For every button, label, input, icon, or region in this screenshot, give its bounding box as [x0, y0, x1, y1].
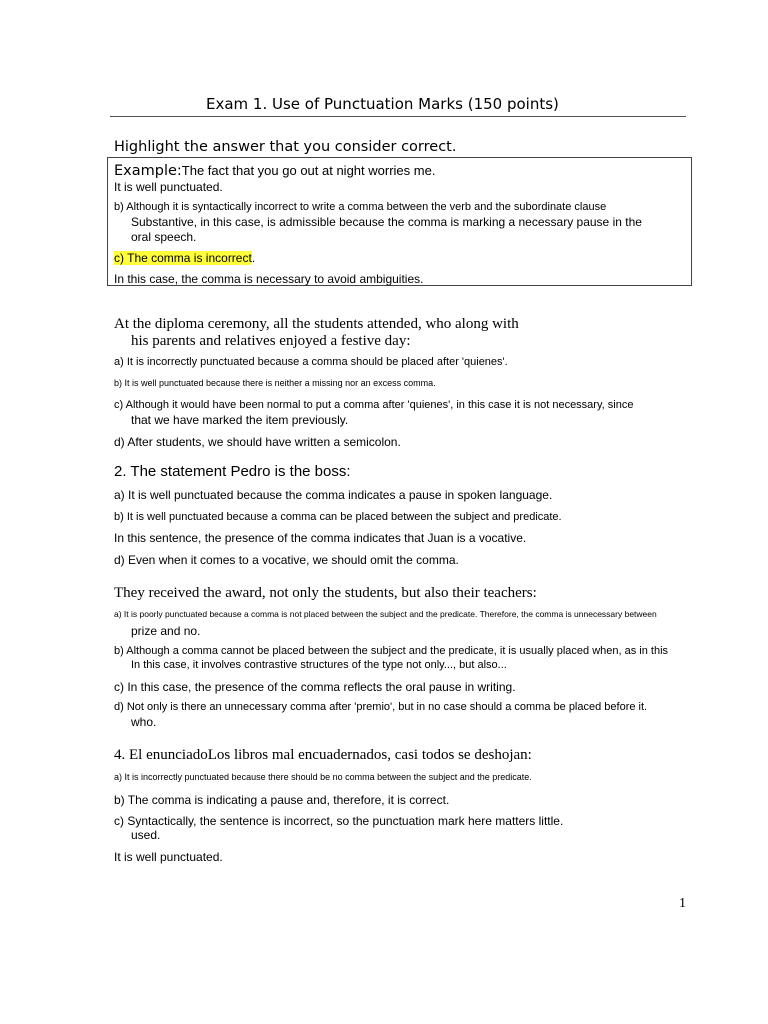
example-option-a: It is well punctuated. [114, 180, 223, 194]
instruction-text: Highlight the answer that you consider correct. [114, 139, 457, 155]
example-option-b-line3: oral speech. [131, 230, 197, 244]
example-prompt: The fact that you go out at night worries me. [181, 163, 436, 178]
q1-option-b: b) It is well punctuated because there is neither a missing nor an excess comma. [114, 378, 436, 388]
q2-option-b: b) It is well punctuated because a comma can be placed between the subject and predicate. [114, 511, 562, 523]
example-option-c [114, 251, 255, 265]
page-number: 1 [679, 896, 686, 911]
q2-option-d: d) Even when it comes to a vocative, we should omit the comma. [114, 553, 459, 567]
q3-prompt: They received the award, not only the students, but also their teachers: [114, 585, 537, 601]
q3-option-c: c) In this case, the presence of the comma reflects the oral pause in writing. [114, 680, 516, 694]
q2-prompt: 2. The statement Pedro is the boss: [114, 463, 351, 480]
q4-option-c-line1: c) Syntactically, the sentence is incorrect, so the punctuation mark here matters little. [114, 814, 564, 828]
q4-option-b: b) The comma is indicating a pause and, therefore, it is correct. [114, 793, 450, 807]
exam-title: Exam 1. Use of Punctuation Marks (150 points) [206, 95, 559, 113]
title-divider [110, 116, 686, 117]
example-option-d: In this case, the comma is necessary to avoid ambiguities. [114, 272, 424, 286]
example-header [114, 162, 435, 180]
q4-option-a: a) It is incorrectly punctuated because there should be no comma between the subject and the predicate. [114, 772, 532, 782]
q3-option-d-line1: d) Not only is there an unnecessary comma after 'premio', but in no case should a comma be placed before it. [114, 701, 648, 713]
example-option-b-line1: b) Although it is syntactically incorrect to write a comma between the verb and the subordinate clause [114, 201, 607, 213]
q2-option-a: a) It is well punctuated because the comma indicates a pause in spoken language. [114, 488, 553, 502]
example-label: Example: [114, 163, 182, 179]
q1-option-c-line1: c) Although it would have been normal to put a comma after 'quienes', in this case it is not necessary, since [114, 399, 634, 411]
q1-prompt-line1: At the diploma ceremony, all the students attended, who along with [114, 316, 519, 332]
q3-option-b-line1: b) Although a comma cannot be placed between the subject and the predicate, it is usually placed when, as in this [114, 645, 669, 657]
q1-prompt-line2: his parents and relatives enjoyed a festive day: [131, 333, 411, 349]
q1-option-d: d) After students, we should have written a semicolon. [114, 435, 401, 449]
q3-option-a-line2: prize and no. [131, 624, 201, 638]
example-option-b-line2: Substantive, in this case, is admissible because the comma is marking a necessary pause in the [131, 215, 642, 229]
highlighted-answer: c) The comma is incorrect [114, 251, 252, 265]
q3-option-d-line2: who. [131, 715, 157, 729]
q2-option-c: In this sentence, the presence of the comma indicates that Juan is a vocative. [114, 531, 527, 545]
q4-option-c-line2: used. [131, 828, 161, 842]
q4-prompt: 4. El enunciadoLos libros mal encuadernados, casi todos se deshojan: [114, 747, 532, 763]
q3-option-b-line2: In this case, it involves contrastive structures of the type not only..., but also... [131, 659, 507, 671]
example-option-c-period: . [251, 251, 256, 265]
q1-option-a: a) It is incorrectly punctuated because a comma should be placed after 'quienes'. [114, 356, 508, 368]
q3-option-a-line1: a) It is poorly punctuated because a comma is not placed between the subject and the predicate. Therefore, the comma is unnecessary between [114, 609, 657, 619]
q4-option-d: It is well punctuated. [114, 850, 223, 864]
q1-option-c-line2: that we have marked the item previously. [131, 413, 349, 427]
